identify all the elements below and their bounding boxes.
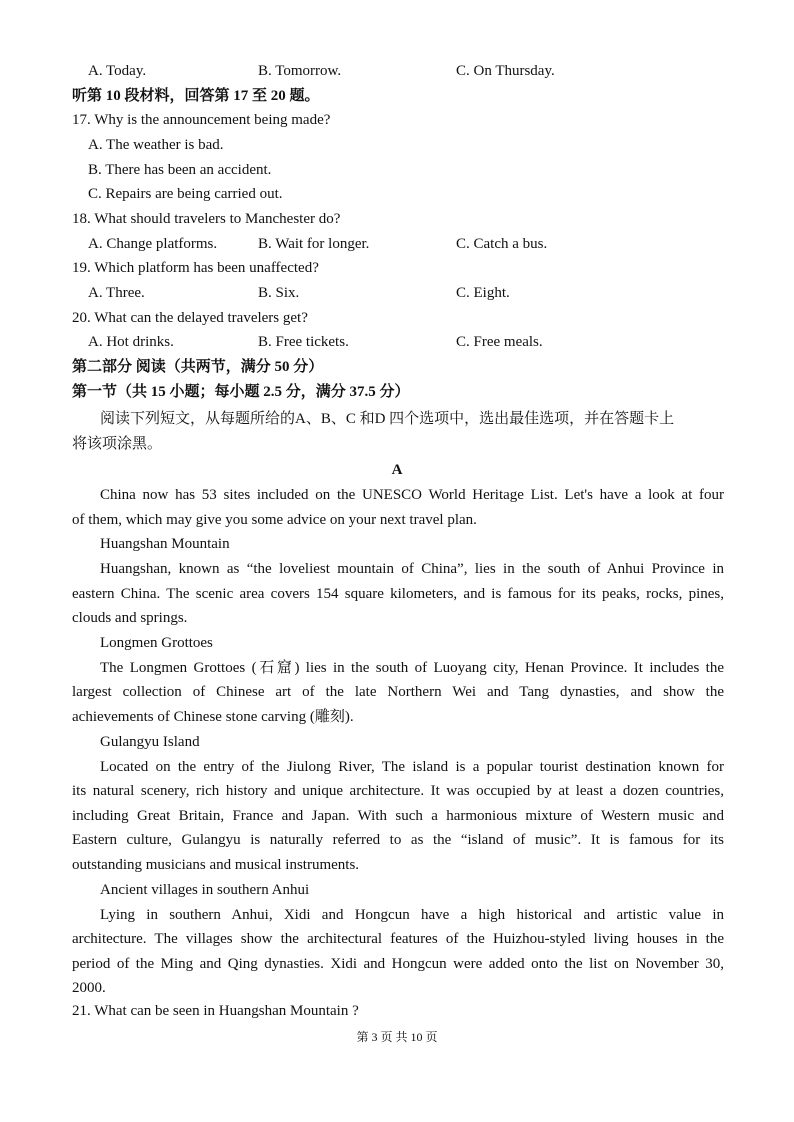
section10-heading: 听第 10 段材料，回答第 17 至 20 题。: [72, 88, 320, 104]
gulangyu-line-5: outstanding musicians and musical instruments.: [72, 857, 360, 873]
gulangyu-line-3: including Great Britain, France and Japan. With such a harmonious mixture of Western music and: [72, 808, 724, 824]
anhui-line-1: Lying in southern Anhui, Xidi and Hongcun have a high historical and artistic value in: [100, 907, 724, 923]
part2-heading: 第二部分 阅读（共两节，满分 50 分）: [72, 359, 324, 375]
gulangyu-line-1: Located on the entry of the Jiulong River, The island is a popular tourist destination known for: [100, 759, 724, 775]
q20-option-b: B. Free tickets.: [258, 334, 349, 350]
section1-heading: 第一节（共 15 小题；每小题 2.5 分，满分 37.5 分）: [72, 384, 410, 400]
q21-question: 21. What can be seen in Huangshan Mountain ?: [72, 1003, 359, 1019]
huangshan-line-2: eastern China. The scenic area covers 154 square kilometers, and is famous for its peaks, rocks, pines,: [72, 586, 724, 602]
passage-label: A: [391, 462, 403, 478]
huangshan-title: Huangshan Mountain: [100, 536, 230, 552]
q19-option-a: A. Three.: [88, 285, 145, 301]
anhui-line-3: period of the Ming and Qing dynasties. Xidi and Hongcun were added onto the list on November 30,: [72, 956, 724, 972]
q18-option-b: B. Wait for longer.: [258, 236, 370, 252]
anhui-line-2: architecture. The villages show the architectural features of the Huizhou-styled living houses in the: [72, 931, 724, 947]
gulangyu-title: Gulangyu Island: [100, 734, 200, 750]
intro-line-1: China now has 53 sites included on the UNESCO World Heritage List. Let's have a look at four: [100, 487, 724, 503]
q16-option-b: B. Tomorrow.: [258, 63, 342, 79]
longmen-line-1: The Longmen Grottoes (石窟) lies in the south of Luoyang city, Henan Province. It includes the: [100, 660, 724, 676]
q17-question: 17. Why is the announcement being made?: [72, 112, 331, 128]
intro-line-2: of them, which may give you some advice on your next travel plan.: [72, 512, 477, 528]
q17-option-a: A. The weather is bad.: [88, 137, 224, 153]
longmen-title: Longmen Grottoes: [100, 635, 213, 651]
q20-option-a: A. Hot drinks.: [88, 334, 174, 350]
gulangyu-line-2: its natural scenery, rich history and unique architecture. It was occupied by at least a dozen countries,: [72, 783, 724, 799]
q18-question: 18. What should travelers to Manchester do?: [72, 211, 341, 227]
q19-option-b: B. Six.: [258, 285, 300, 301]
q19-option-c: C. Eight.: [456, 285, 510, 301]
instruction-line-2: 将该项涂黑。: [72, 436, 163, 452]
q16-option-c: C. On Thursday.: [456, 63, 555, 79]
anhui-title: Ancient villages in southern Anhui: [100, 882, 310, 898]
gulangyu-line-4: Eastern culture, Gulangyu is naturally referred to as the “island of music”. It is famous for its: [72, 832, 724, 848]
anhui-line-4: 2000.: [72, 980, 106, 996]
huangshan-line-1: Huangshan, known as “the loveliest mountain of China”, lies in the south of Anhui Province in: [100, 561, 724, 577]
q20-question: 20. What can the delayed travelers get?: [72, 310, 308, 326]
q18-option-c: C. Catch a bus.: [456, 236, 548, 252]
q17-option-b: B. There has been an accident.: [88, 162, 272, 178]
instruction-line-1: 阅读下列短文，从每题所给的A、B、C 和D 四个选项中，选出最佳选项，并在答题卡上: [100, 411, 675, 427]
q17-option-c: C. Repairs are being carried out.: [88, 186, 283, 202]
q16-option-a: A. Today.: [88, 63, 147, 79]
page-footer: 第 3 页 共 10 页: [356, 1030, 438, 1044]
q19-question: 19. Which platform has been unaffected?: [72, 260, 319, 276]
huangshan-line-3: clouds and springs.: [72, 610, 188, 626]
q18-option-a: A. Change platforms.: [88, 236, 218, 252]
longmen-line-3: achievements of Chinese stone carving (雕刻).: [72, 709, 354, 725]
q20-option-c: C. Free meals.: [456, 334, 543, 350]
longmen-line-2: largest collection of Chinese art of the late Northern Wei and Tang dynasties, and show the: [72, 684, 724, 700]
